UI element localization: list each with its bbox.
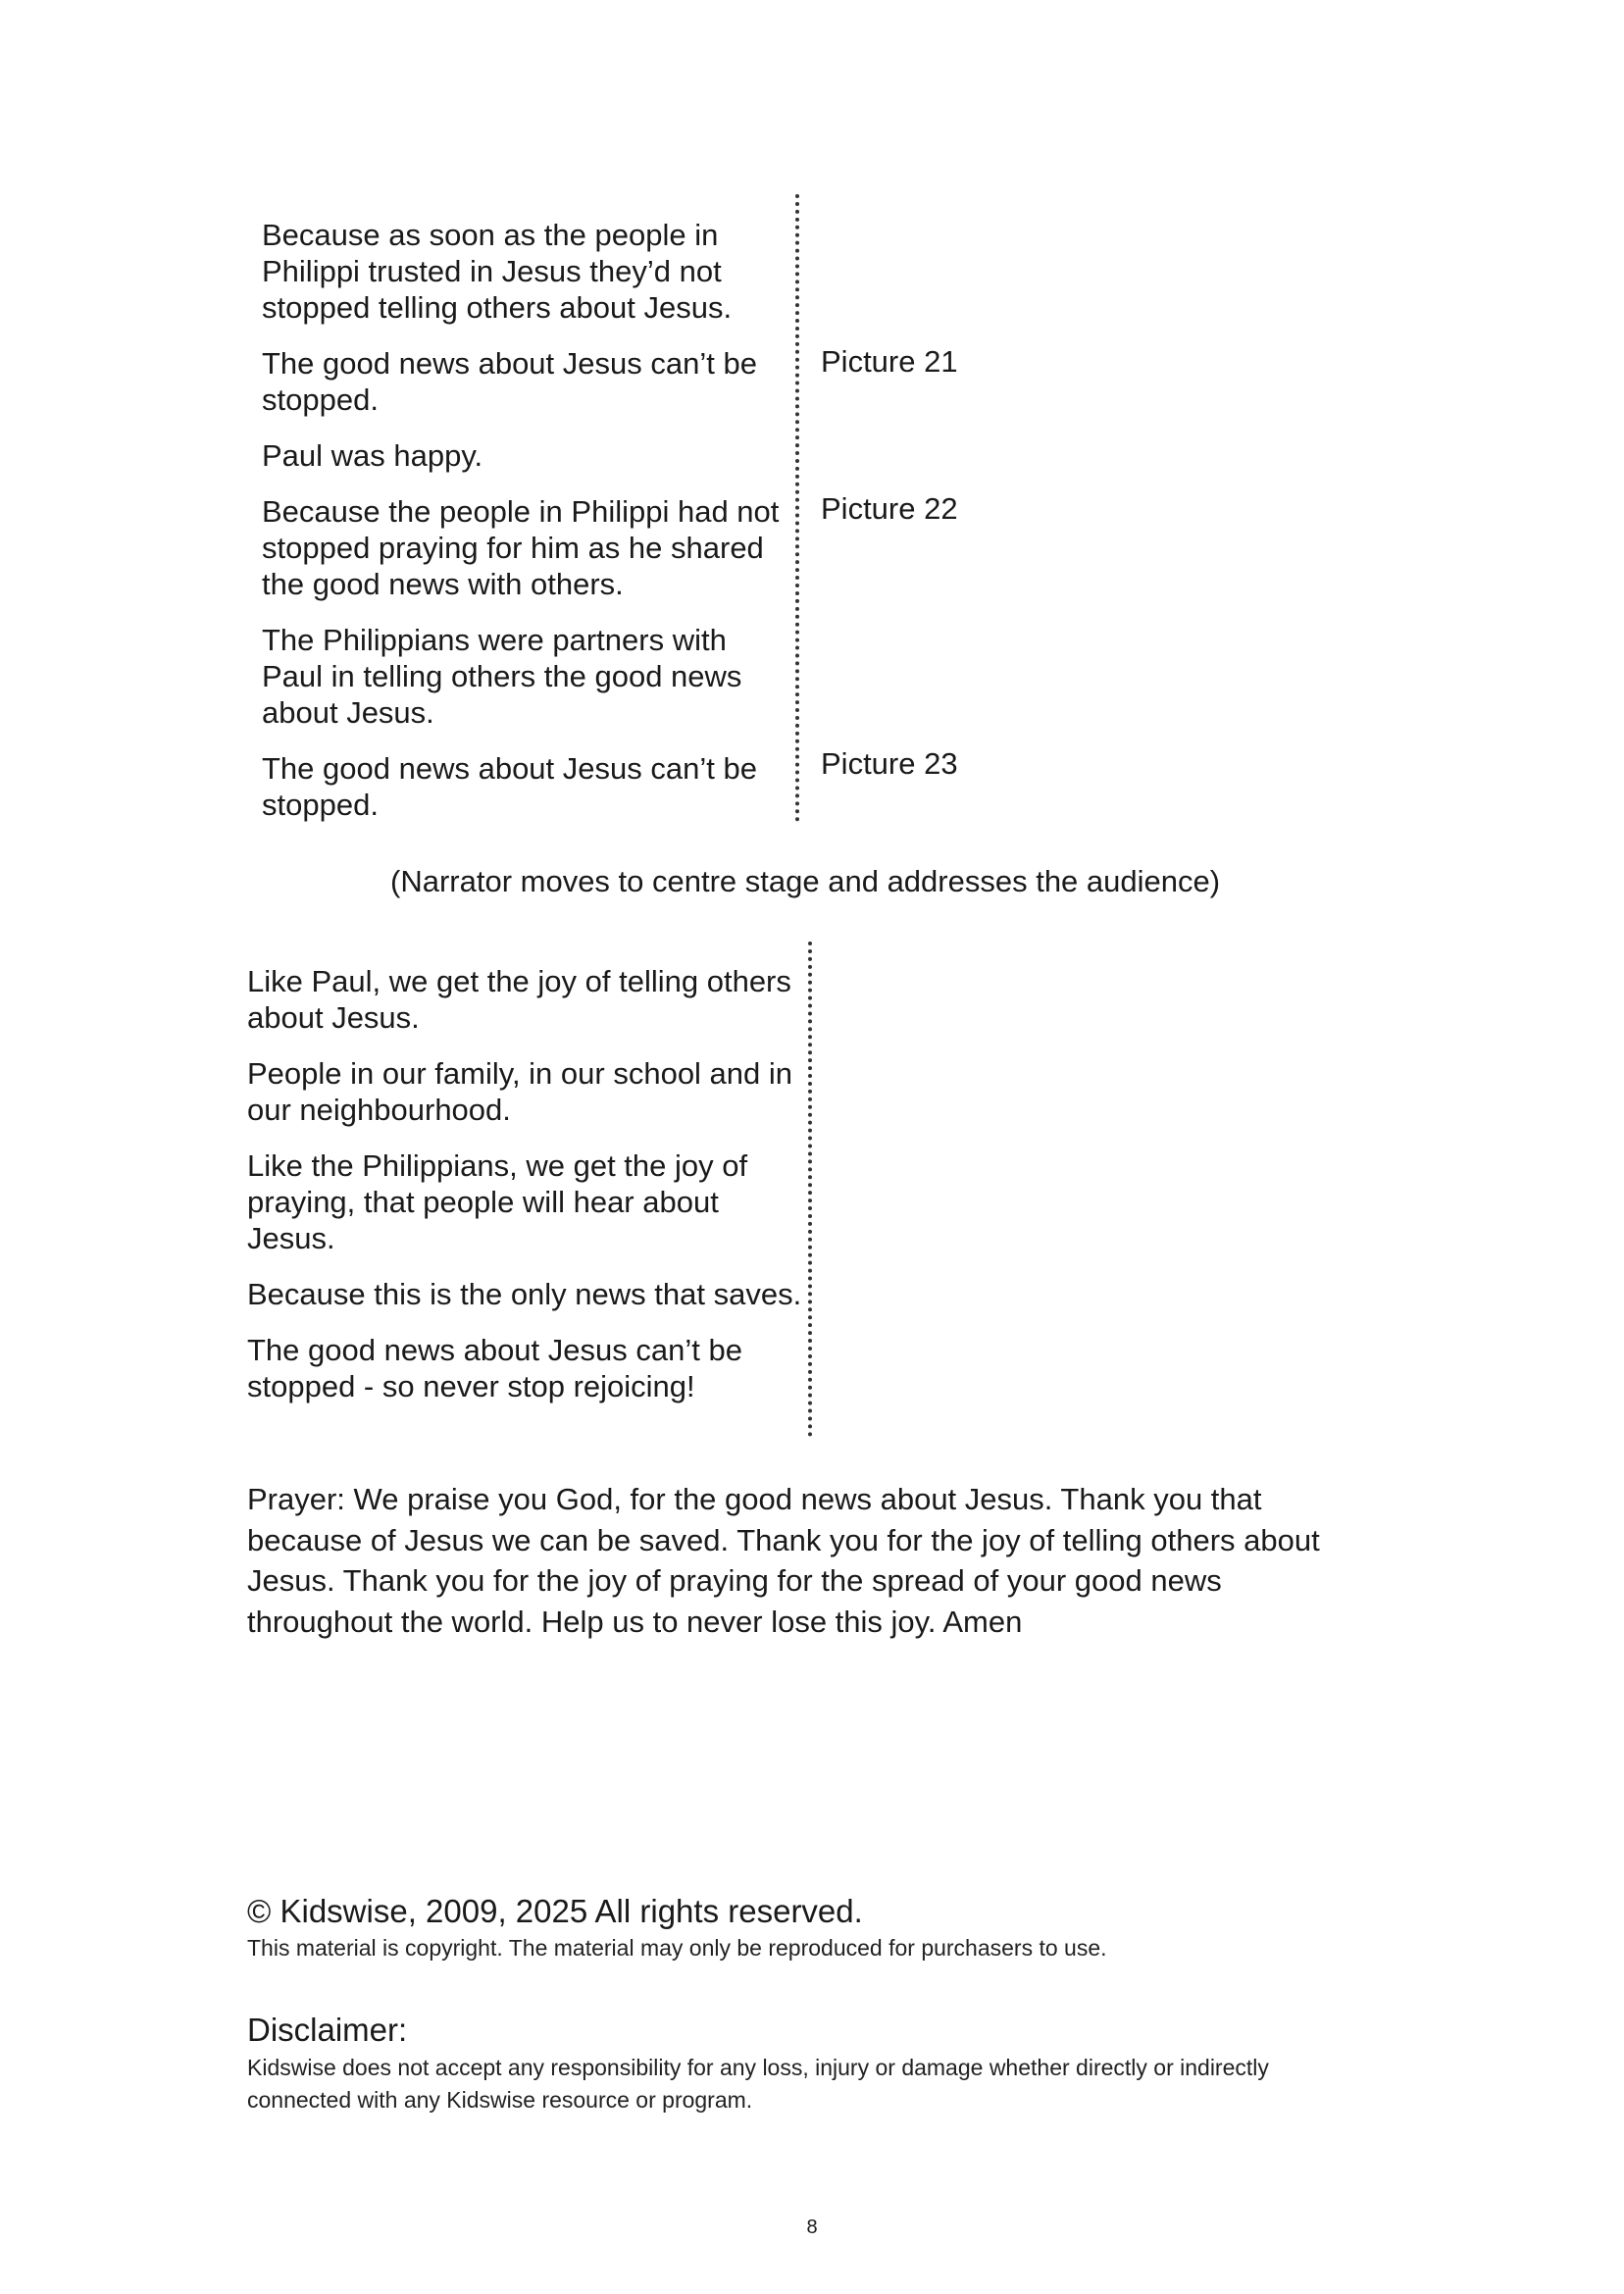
picture-cue: Picture 22 — [821, 491, 958, 526]
script-table-1 — [262, 194, 1093, 842]
page-number: 8 — [806, 2217, 818, 2238]
picture-cue-column — [799, 194, 1093, 842]
copyright-heading: © Kidswise, 2009, 2025 All rights reserved. — [247, 1893, 863, 1929]
narration-line: Because as soon as the people in Philippi trusted in Jesus they’d not stopped telling others about Jesus. — [262, 218, 733, 325]
disclaimer-text: Kidswise does not accept any responsibility for any loss, injury or damage whether directly or indirectly connected with any Kidswise resource or program. — [247, 2055, 1269, 2113]
narration-line: Because the people in Philippi had not stopped praying for him as he shared the good news with others. — [262, 494, 780, 601]
narration-line: Like Paul, we get the joy of telling others about Jesus. — [247, 964, 791, 1035]
narration-line: Paul was happy. — [262, 438, 483, 473]
narration-line: People in our family, in our school and in our neighbourhood. — [247, 1056, 793, 1127]
script-table-2 — [247, 942, 812, 1437]
column-divider — [808, 942, 812, 1437]
narration-line: Like the Philippians, we get the joy of praying, that people will hear about Jesus. — [247, 1148, 748, 1255]
narration-line: The good news about Jesus can’t be stopped. — [262, 346, 757, 417]
narration-column — [247, 942, 804, 1437]
copyright-note: This material is copyright. The material may only be reproduced for purchasers to use. — [247, 1935, 1107, 1961]
prayer-paragraph: Prayer: We praise you God, for the good news about Jesus. Thank you that because of Jesus we can be saved. Thank you for the joy of telling others about Jesus. Thank you for the joy of praying for the spread of your good news throughout the world. Help us to never lose this joy. Amen — [247, 1482, 1320, 1639]
narration-column — [262, 194, 789, 842]
picture-cue: Picture 21 — [821, 344, 958, 379]
disclaimer-heading: Disclaimer: — [247, 2012, 408, 2048]
narration-line: The Philippians were partners with Paul in telling others the good news about Jesus. — [262, 623, 742, 730]
picture-cue: Picture 23 — [821, 746, 958, 781]
narration-line: The good news about Jesus can’t be stopped - so never stop rejoicing! — [247, 1333, 742, 1403]
stage-direction: (Narrator moves to centre stage and addresses the audience) — [390, 864, 1221, 898]
narration-line: Because this is the only news that saves. — [247, 1277, 802, 1311]
narration-line: The good news about Jesus can’t be stopped. — [262, 751, 757, 822]
